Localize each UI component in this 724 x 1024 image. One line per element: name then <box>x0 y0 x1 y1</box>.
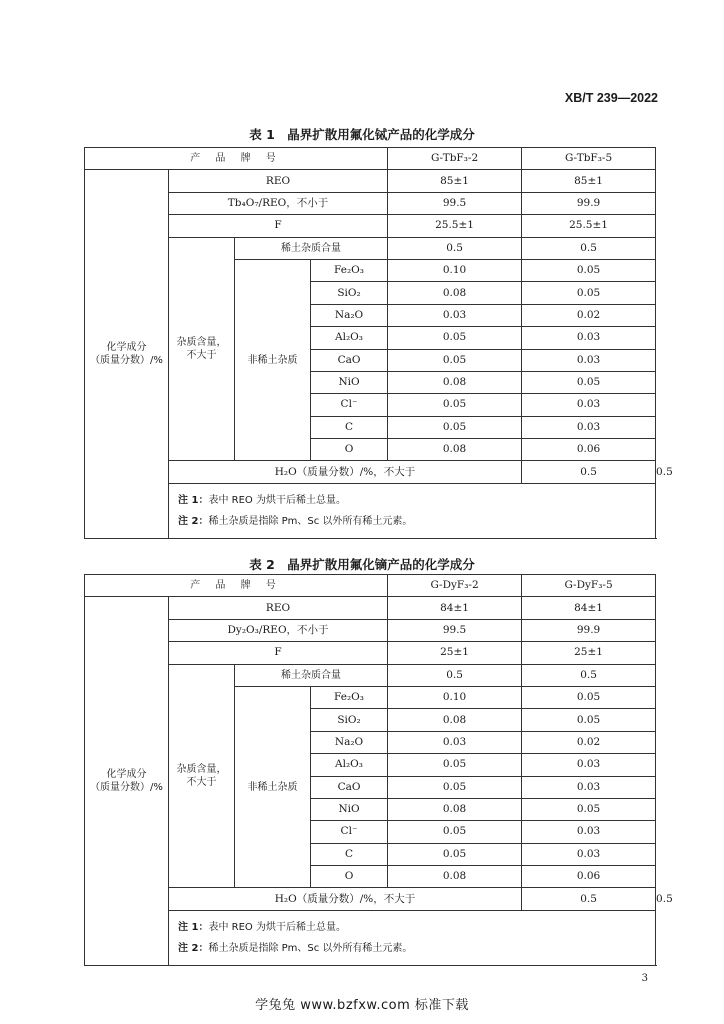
notes-row <box>85 910 656 965</box>
value-cell: 99.9 <box>522 619 656 641</box>
table-notes <box>169 483 656 538</box>
note-text: 表中 REO 为烘干后稀土总量。 <box>208 921 346 933</box>
value-cell: 25.5±1 <box>522 215 656 237</box>
value-cell: 85±1 <box>388 170 522 192</box>
note-tag: 注 2： <box>178 515 209 527</box>
column-header: 产 品 牌 号 <box>85 148 388 170</box>
cell-line: （质量分数）/% <box>90 355 163 367</box>
item-label: NiO <box>311 798 388 820</box>
table-row <box>85 664 656 686</box>
item-label: H₂O（质量分数）/%，不大于 <box>169 888 522 910</box>
standard-code: XB/T 239—2022 <box>564 91 658 105</box>
item-label: CaO <box>311 349 388 371</box>
note-tag: 注 1： <box>178 921 209 933</box>
item-label: REO <box>169 597 388 619</box>
table-row: H₂O（质量分数）/%，不大于 0.5 0.5 <box>85 888 656 910</box>
value-cell: 0.08 <box>388 709 522 731</box>
value-cell: 0.08 <box>388 282 522 304</box>
note-line <box>178 938 646 959</box>
chem-composition-label <box>85 170 169 538</box>
table2 <box>84 574 673 966</box>
note-text: 稀土杂质是指除 Pm、Sc 以外所有稀土元素。 <box>208 942 413 954</box>
value-cell: 0.5 <box>388 237 522 259</box>
item-label: CaO <box>311 776 388 798</box>
cell-line: （质量分数）/% <box>90 782 163 794</box>
value-cell: 0.03 <box>388 731 522 753</box>
value-cell: 0.5 <box>522 237 656 259</box>
value-cell: 0.05 <box>522 282 656 304</box>
value-cell: 0.05 <box>522 798 656 820</box>
cell-line: 杂质含量， <box>176 764 227 776</box>
value-cell: 0.10 <box>388 686 522 708</box>
cell-line: 不大于 <box>186 777 217 789</box>
non-re-impurity-label: 非稀土杂质 <box>235 686 311 888</box>
value-cell: 84±1 <box>522 597 656 619</box>
value-cell: 85±1 <box>522 170 656 192</box>
non-re-impurity-label: 非稀土杂质 <box>235 259 311 461</box>
item-label: Al₂O₃ <box>311 327 388 349</box>
value-cell: 0.05 <box>522 259 656 281</box>
value-cell: 0.03 <box>522 394 656 416</box>
value-cell: 0.06 <box>522 439 656 461</box>
value-cell: 0.05 <box>522 686 656 708</box>
table-row <box>85 170 656 192</box>
value-cell: 0.05 <box>388 394 522 416</box>
item-label: Fe₂O₃ <box>311 686 388 708</box>
grade-header: G-TbF₃-5 <box>522 148 656 170</box>
notes-row <box>85 483 656 538</box>
page-number: 3 <box>641 973 648 984</box>
item-label: Na₂O <box>311 304 388 326</box>
item-label: Fe₂O₃ <box>311 259 388 281</box>
value-cell: 0.05 <box>388 821 522 843</box>
item-label: O <box>311 439 388 461</box>
impurity-label <box>169 237 235 461</box>
value-cell: 0.5 <box>522 461 656 483</box>
value-cell: 99.9 <box>522 192 656 214</box>
value-cell: 25.5±1 <box>388 215 522 237</box>
value-cell: 0.02 <box>522 304 656 326</box>
value-cell: 99.5 <box>388 192 522 214</box>
item-label: Cl⁻ <box>311 394 388 416</box>
footer-watermark: 学兔兔 www.bzfxw.com 标准下载 <box>255 998 469 1013</box>
header-row <box>85 575 656 597</box>
cell-line: 化学成分 <box>106 769 147 781</box>
value-cell: 0.10 <box>388 259 522 281</box>
header-row <box>85 148 656 170</box>
item-label: Na₂O <box>311 731 388 753</box>
impurity-label <box>169 664 235 888</box>
value-cell: 0.05 <box>522 371 656 393</box>
item-label: SiO₂ <box>311 282 388 304</box>
table-row <box>85 192 656 214</box>
table1 <box>84 147 673 539</box>
cell-line: 化学成分 <box>106 342 147 354</box>
item-label: Dy₂O₃/REO，不小于 <box>169 619 388 641</box>
table1-title: 表 1 晶界扩散用氟化铽产品的化学成分 <box>249 127 475 142</box>
table2-title: 表 2 晶界扩散用氟化镝产品的化学成分 <box>249 557 475 572</box>
item-label: REO <box>169 170 388 192</box>
value-cell: 0.08 <box>388 439 522 461</box>
value-cell: 0.05 <box>522 709 656 731</box>
value-cell: 0.03 <box>522 754 656 776</box>
value-cell: 0.5 <box>522 664 656 686</box>
note-line <box>178 511 646 532</box>
item-label: H₂O（质量分数）/%，不大于 <box>169 461 522 483</box>
value-cell: 0.5 <box>388 664 522 686</box>
value-cell: 0.5 <box>522 888 656 910</box>
value-cell: 0.05 <box>388 416 522 438</box>
value-cell: 99.5 <box>388 619 522 641</box>
value-cell: 0.02 <box>522 731 656 753</box>
grade-header: G-TbF₃-2 <box>388 148 522 170</box>
value-cell: 0.03 <box>522 776 656 798</box>
value-cell: 0.03 <box>522 327 656 349</box>
value-cell: 0.05 <box>388 349 522 371</box>
table-row <box>85 642 656 664</box>
value-cell: 25±1 <box>522 642 656 664</box>
note-text: 稀土杂质是指除 Pm、Sc 以外所有稀土元素。 <box>208 515 413 527</box>
item-label: NiO <box>311 371 388 393</box>
item-label: C <box>311 416 388 438</box>
value-cell: 0.05 <box>388 843 522 865</box>
value-cell: 25±1 <box>388 642 522 664</box>
item-label: SiO₂ <box>311 709 388 731</box>
item-label: Tb₄O₇/REO，不小于 <box>169 192 388 214</box>
value-cell: 0.03 <box>522 821 656 843</box>
value-cell: 0.03 <box>522 843 656 865</box>
chem-composition-label <box>85 597 169 965</box>
item-label: O <box>311 866 388 888</box>
note-tag: 注 2： <box>178 942 209 954</box>
value-cell: 0.08 <box>388 371 522 393</box>
column-header: 产 品 牌 号 <box>85 575 388 597</box>
item-label: Al₂O₃ <box>311 754 388 776</box>
note-line <box>178 917 646 938</box>
value-cell: 0.05 <box>388 327 522 349</box>
table-row <box>85 619 656 641</box>
note-tag: 注 1： <box>178 494 209 506</box>
item-label: 稀土杂质合量 <box>235 237 388 259</box>
item-label: F <box>169 642 388 664</box>
note-line <box>178 490 646 511</box>
value-cell: 0.06 <box>522 866 656 888</box>
note-text: 表中 REO 为烘干后稀土总量。 <box>208 494 346 506</box>
item-label: 稀土杂质合量 <box>235 664 388 686</box>
value-cell: 0.08 <box>388 798 522 820</box>
table-notes <box>169 910 656 965</box>
grade-header: G-DyF₃-5 <box>522 575 656 597</box>
item-label: C <box>311 843 388 865</box>
table-row <box>85 215 656 237</box>
value-cell: 0.03 <box>522 416 656 438</box>
cell-line: 杂质含量， <box>176 337 227 349</box>
grade-header: G-DyF₃-2 <box>388 575 522 597</box>
item-label: F <box>169 215 388 237</box>
value-cell: 0.03 <box>522 349 656 371</box>
value-cell: 84±1 <box>388 597 522 619</box>
value-cell: 0.08 <box>388 866 522 888</box>
table-row <box>85 597 656 619</box>
table-row: H₂O（质量分数）/%，不大于 0.5 0.5 <box>85 461 656 483</box>
value-cell: 0.05 <box>388 776 522 798</box>
cell-line: 不大于 <box>186 350 217 362</box>
value-cell: 0.05 <box>388 754 522 776</box>
value-cell: 0.03 <box>388 304 522 326</box>
table-row <box>85 237 656 259</box>
item-label: Cl⁻ <box>311 821 388 843</box>
